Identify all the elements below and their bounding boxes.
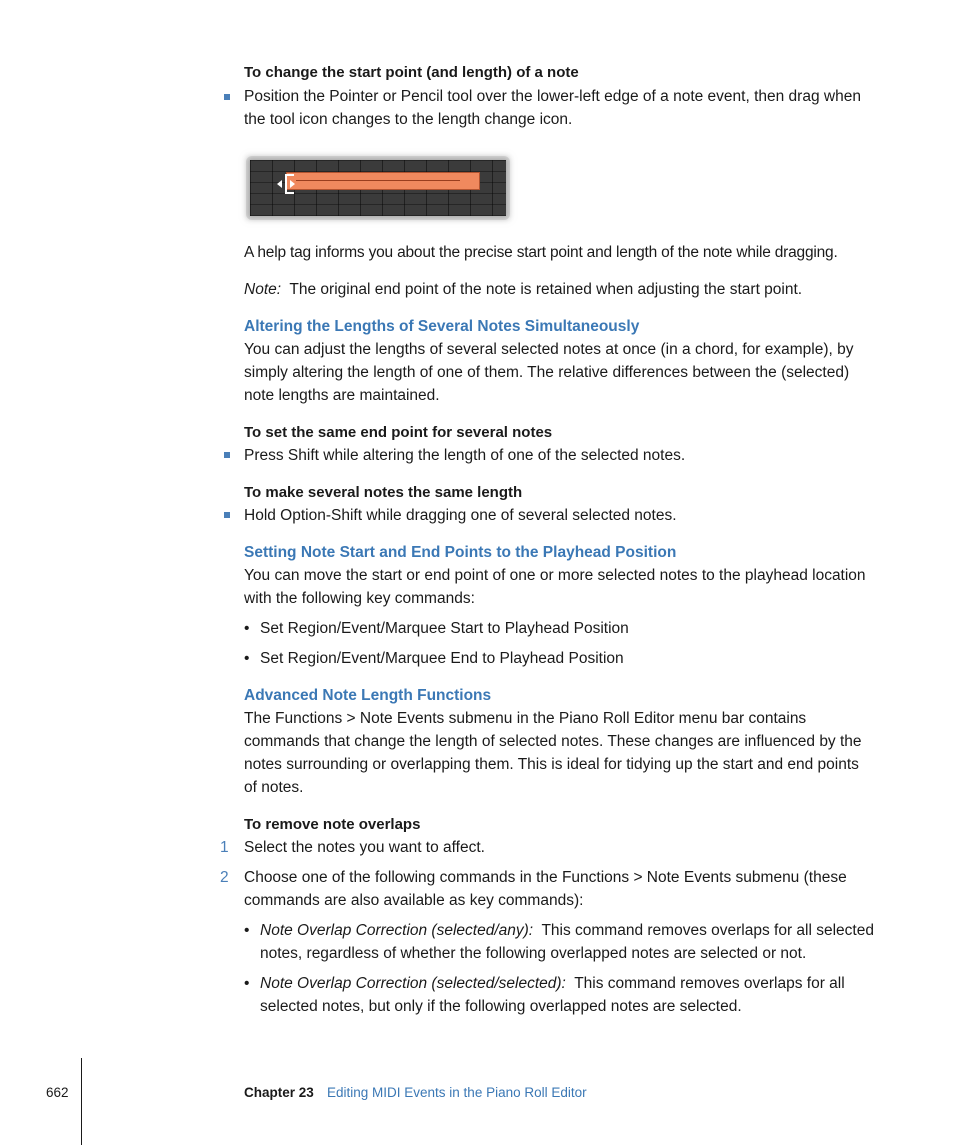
section-heading: Advanced Note Length Functions [244,687,492,704]
section-paragraph: You can adjust the lengths of several selected notes at once (in a chord, for example), by simply altering the length of one of them. The relative differences between the (selected) note lengths are maintained. [244,341,854,404]
key-command: Set Region/Event/Marquee End to Playhead Position [260,650,624,667]
section-paragraph: You can move the start or end point of one or more selected notes to the playhead location with the following key commands: [244,567,866,607]
procedure-step: Select the notes you want to affect. [244,839,485,856]
procedure-title: To make several notes the same length [244,484,523,501]
bullet-dot: • [244,975,250,992]
option-name: Note Overlap Correction (selected/selected): [260,975,566,992]
section-heading: Altering the Lengths of Several Notes Simultaneously [244,318,640,335]
bullet-dot: • [244,620,250,637]
note-event [286,172,480,190]
key-command: Set Region/Event/Marquee Start to Playhead Position [260,620,629,637]
footer-divider [81,1058,82,1145]
section-paragraph: The Functions > Note Events submenu in the Piano Roll Editor menu bar contains commands that change the length of selected notes. These changes are influenced by the notes surrounding or overlapping them. This is ideal for tidying up the start and end points of notes. [244,710,862,796]
chapter-label: Chapter 23 [244,1085,314,1100]
note-paragraph [244,278,876,301]
step-number: 2 [220,869,229,886]
length-change-arrow-icon [290,180,295,188]
section-heading: Setting Note Start and End Points to the Playhead Position [244,544,677,561]
procedure-step: Position the Pointer or Pencil tool over the lower-left edge of a note event, then drag when the tool icon changes to the length change icon. [244,88,861,128]
command-option [260,972,876,1018]
square-bullet-icon [224,452,230,458]
note-text: The original end point of the note is retained when adjusting the start point. [289,281,803,298]
square-bullet-icon [224,94,230,100]
chapter-title: Editing MIDI Events in the Piano Roll Editor [327,1085,587,1100]
square-bullet-icon [224,512,230,518]
procedure-step: Hold Option-Shift while dragging one of several selected notes. [244,507,677,524]
step-number: 1 [220,839,229,856]
page-number: 662 [46,1085,69,1100]
option-text: This command removes overlaps for all selected notes, regardless of whether the following overlapped notes are selected or not. [260,922,874,962]
option-name: Note Overlap Correction (selected/any): [260,922,534,939]
bullet-dot: • [244,650,250,667]
command-option [260,919,876,965]
length-change-icon [277,180,282,188]
help-tag-paragraph: A help tag informs you about the precise start point and length of the note while dragging. [244,244,838,261]
procedure-step: Press Shift while altering the length of one of the selected notes. [244,447,686,464]
procedure-step: Choose one of the following commands in the Functions > Note Events submenu (these commands are also available as key commands): [244,869,847,909]
procedure-title: To change the start point (and length) of a note [244,64,579,81]
velocity-line [296,180,460,181]
note-label: Note: [244,281,282,298]
bullet-dot: • [244,922,250,939]
option-text: This command removes overlaps for all selected notes, but only if the following overlapped notes are selected. [260,975,845,1015]
procedure-title: To set the same end point for several notes [244,424,553,441]
procedure-title: To remove note overlaps [244,816,421,833]
